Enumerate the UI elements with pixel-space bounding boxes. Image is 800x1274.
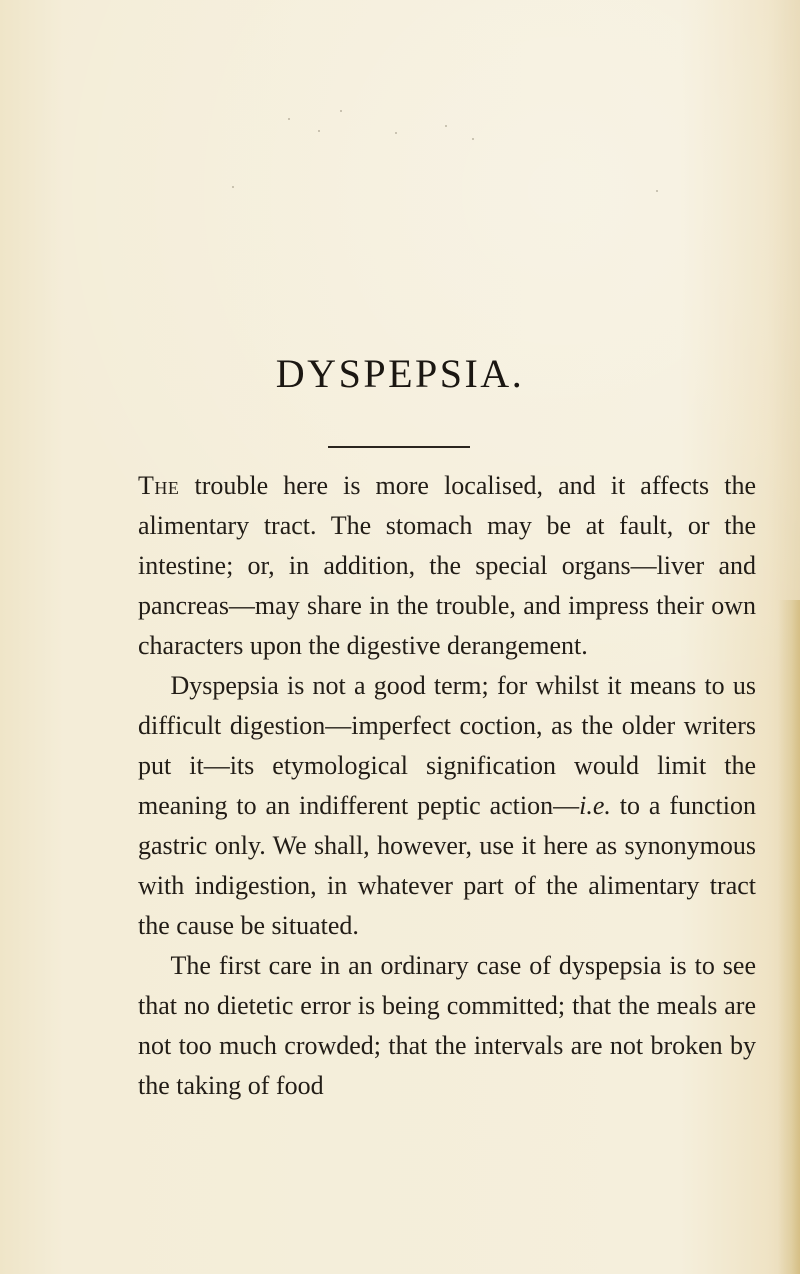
chapter-title: DYSPEPSIA. bbox=[275, 351, 525, 396]
paragraph-3 bbox=[138, 946, 756, 1106]
page-edge-shadow bbox=[778, 600, 800, 1274]
paragraph-1-text: trouble here is more localised, and it affects the alimentary tract. The stomach may be at fault, or the intestine; or, in addition, the special organs—liver and pancreas—may share in the trouble, and impress their own characters upon the digestive derangement. bbox=[138, 471, 756, 660]
paper-speck bbox=[318, 130, 320, 132]
paragraph-2-italic: i.e. bbox=[579, 791, 611, 820]
paper-speck bbox=[445, 125, 447, 127]
paper-speck bbox=[340, 110, 342, 112]
body-text bbox=[138, 466, 756, 1106]
paragraph-2 bbox=[138, 666, 756, 946]
paper-speck bbox=[656, 190, 658, 192]
paragraph-2-text-a: Dyspepsia is not a good term; for whilst it means to us difficult digestion—imperfect coction, as the older writers put it—its etymological signification would limit the meaning to an indifferent peptic action— bbox=[138, 671, 756, 820]
paragraph-2-text-b: to a function gastric only. We shall, however, use it here as synonymous with indigestion, in whatever part of the alimentary tract the cause be situated. bbox=[138, 791, 756, 940]
paper-speck bbox=[288, 118, 290, 120]
paper-speck bbox=[472, 138, 474, 140]
paragraph-3-text: The first care in an ordinary case of dyspepsia is to see that no dietetic error is being committed; that the meals are not too much crowded; that the intervals are not broken by the taking of food bbox=[138, 951, 756, 1100]
paper-speck bbox=[395, 132, 397, 134]
paragraph-lead-word: The bbox=[138, 471, 180, 500]
paragraph-1 bbox=[138, 466, 756, 666]
paper-speck bbox=[232, 186, 234, 188]
title-rule bbox=[328, 446, 470, 448]
